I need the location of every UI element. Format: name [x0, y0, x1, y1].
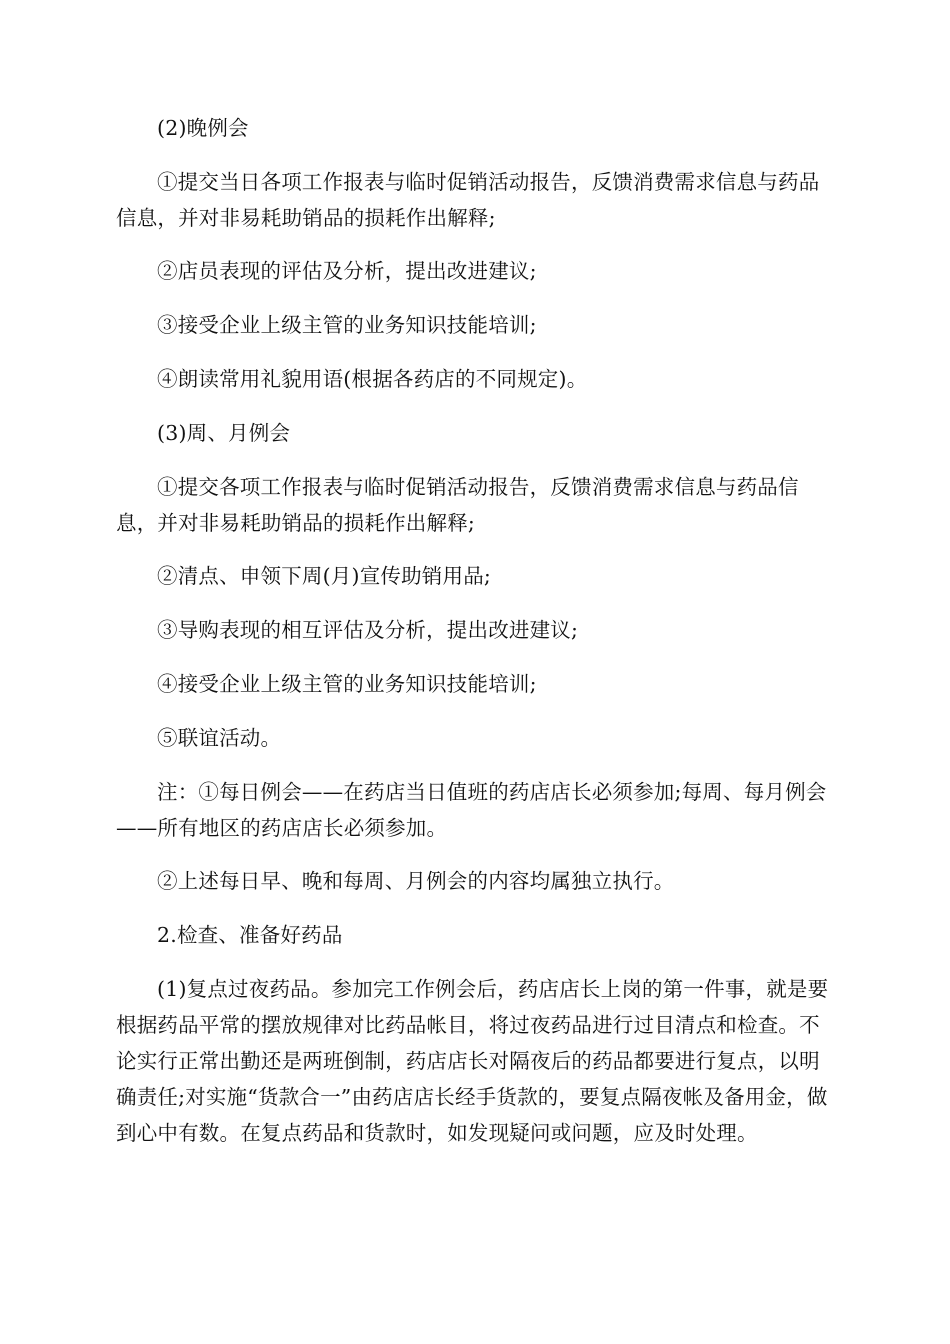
paragraph-weekly-monthly-heading: (3)周、月例会: [157, 421, 291, 445]
paragraph-weekly-item-5: ⑤联谊活动。: [157, 726, 282, 750]
paragraph-evening-item-3: ③接受企业上级主管的业务知识技能培训;: [157, 313, 537, 337]
paragraph-section-2-heading: 2.检查、准备好药品: [157, 923, 343, 947]
paragraph-evening-item-2: ②店员表现的评估及分析，提出改进建议;: [157, 259, 537, 283]
paragraph-weekly-item-3: ③导购表现的相互评估及分析，提出改进建议;: [157, 618, 579, 642]
document-body: [116, 110, 838, 1151]
paragraph-weekly-item-1: ①提交各项工作报表与临时促销活动报告，反馈消费需求信息与药品信息，并对非易耗助销品的损耗作出解释;: [116, 475, 799, 535]
paragraph-evening-meeting-heading: (2)晚例会: [157, 116, 249, 140]
paragraph-weekly-item-4: ④接受企业上级主管的业务知识技能培训;: [157, 672, 537, 696]
paragraph-note-1: 注：①每日例会——在药店当日值班的药店店长必须参加;每周、每月例会——所有地区的药店店长必须参加。: [116, 780, 827, 840]
paragraph-evening-item-4: ④朗读常用礼貌用语(根据各药店的不同规定)。: [157, 367, 588, 391]
paragraph-weekly-item-2: ②清点、申领下周(月)宣传助销用品;: [157, 564, 492, 588]
paragraph-recount-medicines: (1)复点过夜药品。参加完工作例会后，药店店长上岗的第一件事，就是要根据药品平常的摆放规律对比药品帐目，将过夜药品进行过目清点和检查。不论实行正常出勤还是两班倒制，药店店长对隔夜后的药品都要进行复点，以明确责任;对实施“货款合一”由药店店长经手货款的，要复点隔夜帐及备用金，做到心中有数。在复点药品和货款时，如发现疑问或问题，应及时处理。: [116, 977, 829, 1145]
paragraph-note-2: ②上述每日早、晚和每周、月例会的内容均属独立执行。: [157, 869, 675, 893]
paragraph-evening-item-1: ①提交当日各项工作报表与临时促销活动报告，反馈消费需求信息与药品信息，并对非易耗助销品的损耗作出解释;: [116, 170, 820, 230]
